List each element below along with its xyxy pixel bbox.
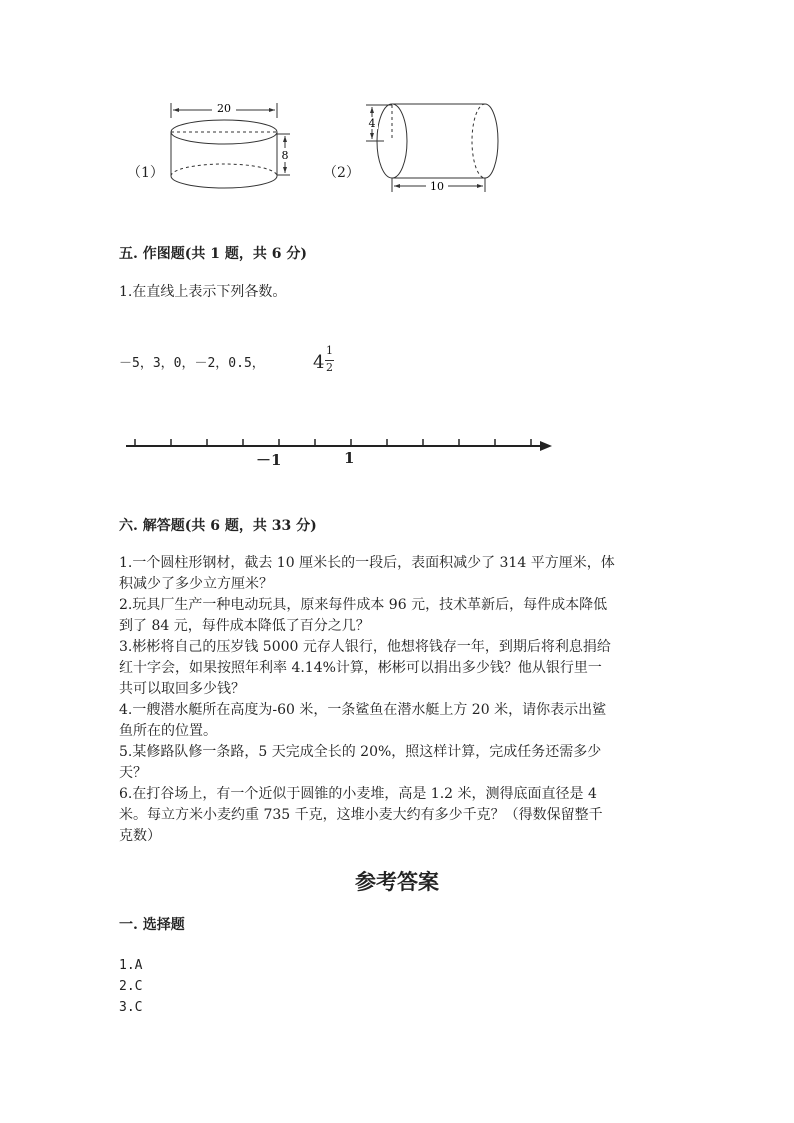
number-line	[120, 432, 560, 472]
figure-1-height: 8	[281, 149, 289, 162]
answers-title: 参考答案	[355, 869, 439, 894]
mixed-number-denominator: 2	[326, 361, 333, 374]
mixed-number-whole: 4	[313, 352, 325, 373]
figure-1-label: （1）	[127, 165, 164, 181]
problem-line: 到了 84 元，每件成本降低了百分之几？	[119, 618, 370, 634]
problem-line: 5.某修路队修一条路，5 天完成全长的 20%，照这样计算，完成任务还需多少	[119, 744, 602, 760]
problem-line: 2.玩具厂生产一种电动玩具，原来每件成本 96 元，技术革新后，每件成本降低	[119, 597, 608, 613]
answers-list	[119, 955, 142, 1018]
figure-2-cylinder	[360, 96, 510, 198]
answer-item: 1.A	[119, 958, 143, 973]
axis-label-1: 1	[344, 449, 355, 467]
problem-line: 积减少了多少立方厘米？	[119, 576, 273, 592]
figure-2-length: 10	[430, 180, 444, 193]
problem-line: 克数）	[119, 828, 161, 844]
problem-line: 红十字会，如果按照年利率 4.14%计算，彬彬可以捐出多少钱？他从银行里一	[119, 660, 602, 676]
problem-line: 3.彬彬将自己的压岁钱 5000 元存人银行，他想将钱存一年，到期后将利息捐给	[119, 639, 611, 655]
problem-line: 鱼所在的位置。	[119, 723, 217, 739]
mixed-number-numerator: 1	[326, 344, 333, 357]
section-5-question-1: 1.在直线上表示下列各数。	[119, 284, 287, 300]
problem-line: 共可以取回多少钱？	[119, 681, 245, 697]
problem-line: 6.在打谷场上，有一个近似于圆锥的小麦堆，高是 1.2 米，测得底面直径是 4	[119, 786, 597, 802]
section-6-problems	[119, 553, 679, 847]
problem-line: 天？	[119, 765, 147, 781]
numbers-list: －5，3，0，－2，0.5，	[119, 356, 265, 371]
answer-item: 2.C	[119, 979, 143, 994]
problem-line: 米。每立方米小麦约重 735 千克，这堆小麦大约有多少千克？（得数保留整千	[119, 807, 603, 823]
figure-2-radius: 4	[368, 117, 376, 130]
axis-label-neg-1: －1	[256, 451, 282, 469]
figure-1-width: 20	[217, 102, 231, 115]
answers-section-1-heading: 一. 选择题	[119, 917, 185, 933]
figure-2-label: （2）	[323, 165, 360, 181]
figure-1-cylinder	[160, 98, 300, 194]
section-6-heading: 六. 解答题(共 6 题，共 33 分)	[119, 518, 317, 534]
section-5-heading: 五. 作图题(共 1 题，共 6 分)	[119, 246, 307, 262]
problem-line: 4.一艘潜水艇所在高度为-60 米，一条鲨鱼在潜水艇上方 20 米，请你表示出鲨	[119, 702, 607, 718]
problem-line: 1.一个圆柱形钢材，截去 10 厘米长的一段后，表面积减少了 314 平方厘米，体	[119, 555, 615, 571]
answer-item: 3.C	[119, 1000, 143, 1015]
